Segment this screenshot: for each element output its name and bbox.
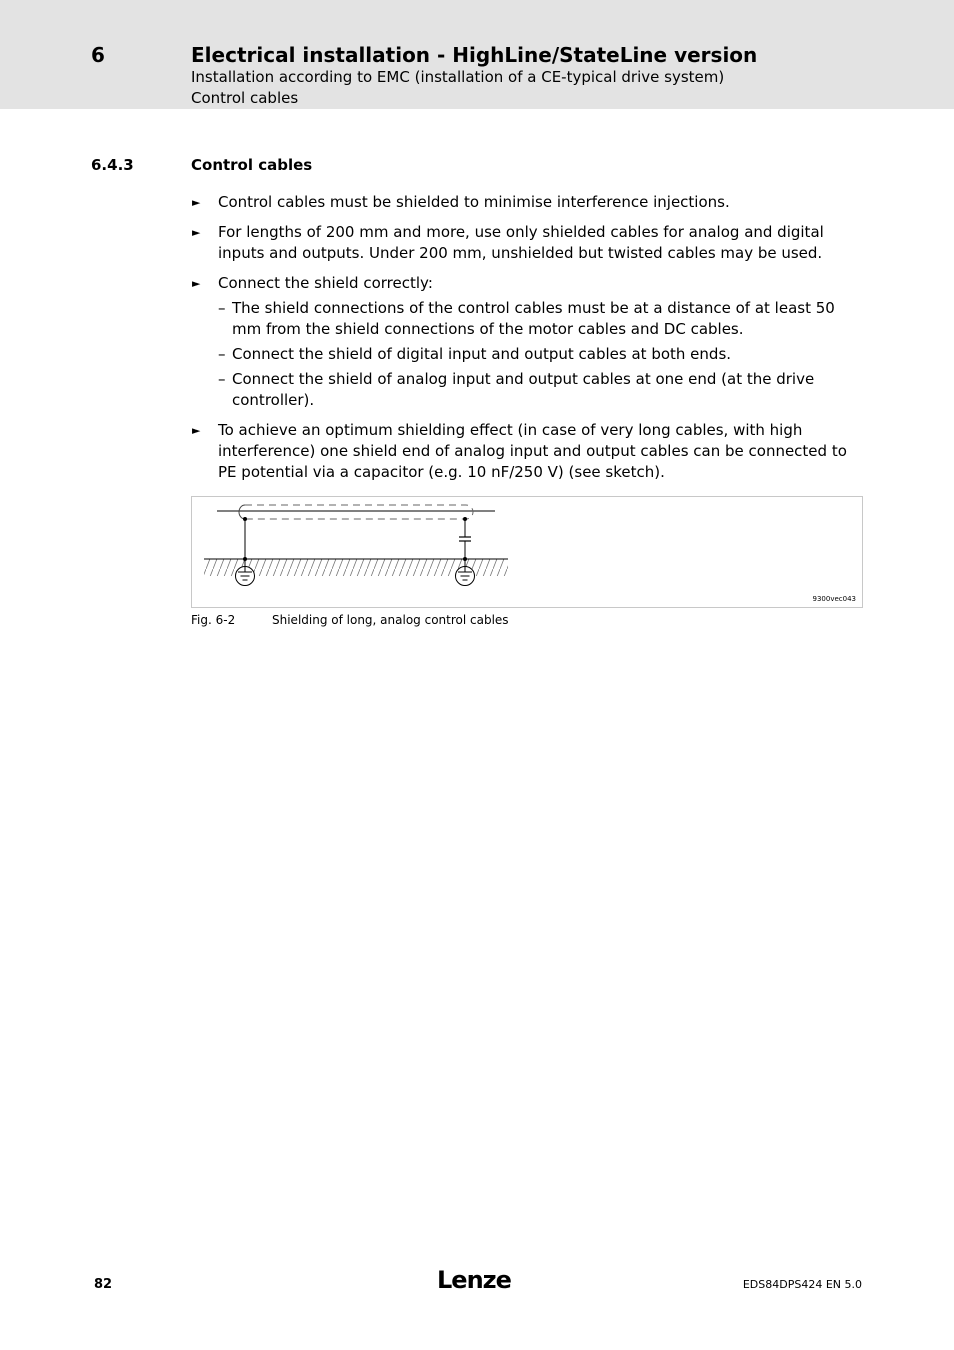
left-ground-node [243, 557, 247, 561]
figure-caption-text: Shielding of long, analog control cables [272, 613, 509, 627]
header-subtitle-2: Control cables [191, 89, 299, 107]
sub-item-text: The shield connections of the control cables must be at a distance of at least 50 mm from the shield connections of the motor cables and DC cables. [232, 299, 835, 338]
bullet-marker: ► [192, 277, 201, 290]
right-ground-node [463, 557, 467, 561]
lenze-logo: Lenze [437, 1266, 511, 1294]
shielding-figure [191, 496, 863, 608]
chapter-number: 6 [91, 43, 105, 67]
bullet-marker: ► [192, 424, 201, 437]
sub-item-2 [218, 344, 861, 365]
shielding-sketch [192, 497, 862, 607]
capacitor-icon [459, 537, 471, 541]
bullet-text: Control cables must be shielded to minimise interference injections. [218, 193, 730, 211]
dash-marker: – [218, 345, 226, 363]
bullet-text: To achieve an optimum shielding effect (in case of very long cables, with high interference) one shield end of analog input and output cables can be connected to PE potential via a capacitor (e.g. 10 nF/250 V) (see sketch). [218, 421, 847, 481]
dash-marker: – [218, 299, 226, 317]
section-title: Control cables [191, 156, 313, 174]
shield-end-left [239, 505, 245, 519]
bullet-item-3 [191, 273, 861, 411]
document-id: EDS84DPS424 EN 5.0 [742, 1278, 862, 1291]
sub-list [218, 298, 861, 411]
section-number: 6.4.3 [91, 156, 134, 174]
page-number: 82 [94, 1277, 113, 1292]
figure-label: Fig. 6-2 [191, 613, 236, 627]
sub-item-3 [218, 369, 861, 411]
bullet-item-4 [191, 420, 861, 483]
figure-id: 9300vec043 [812, 595, 856, 603]
bullet-marker: ► [192, 196, 201, 209]
sub-item-text: Connect the shield of digital input and output cables at both ends. [232, 345, 732, 363]
cable-shield [245, 505, 473, 519]
bullet-list [191, 192, 861, 492]
header-subtitle-1: Installation according to EMC (installation of a CE-typical drive system) [191, 68, 725, 86]
dash-marker: – [218, 370, 226, 388]
bullet-text: For lengths of 200 mm and more, use only shielded cables for analog and digital inputs and outputs. Under 200 mm, unshielded but twisted cables may be used. [218, 223, 824, 262]
bullet-item-2 [191, 222, 861, 264]
bullet-item-1 [191, 192, 861, 213]
chapter-title: Electrical installation - HighLine/StateLine version [191, 43, 758, 67]
sub-item-text: Connect the shield of analog input and output cables at one end (at the drive controller). [232, 370, 815, 409]
figure-caption [191, 612, 509, 628]
bullet-marker: ► [192, 226, 201, 239]
bullet-text: Connect the shield correctly: [218, 274, 433, 292]
sub-item-1 [218, 298, 861, 340]
page-header [0, 0, 954, 109]
